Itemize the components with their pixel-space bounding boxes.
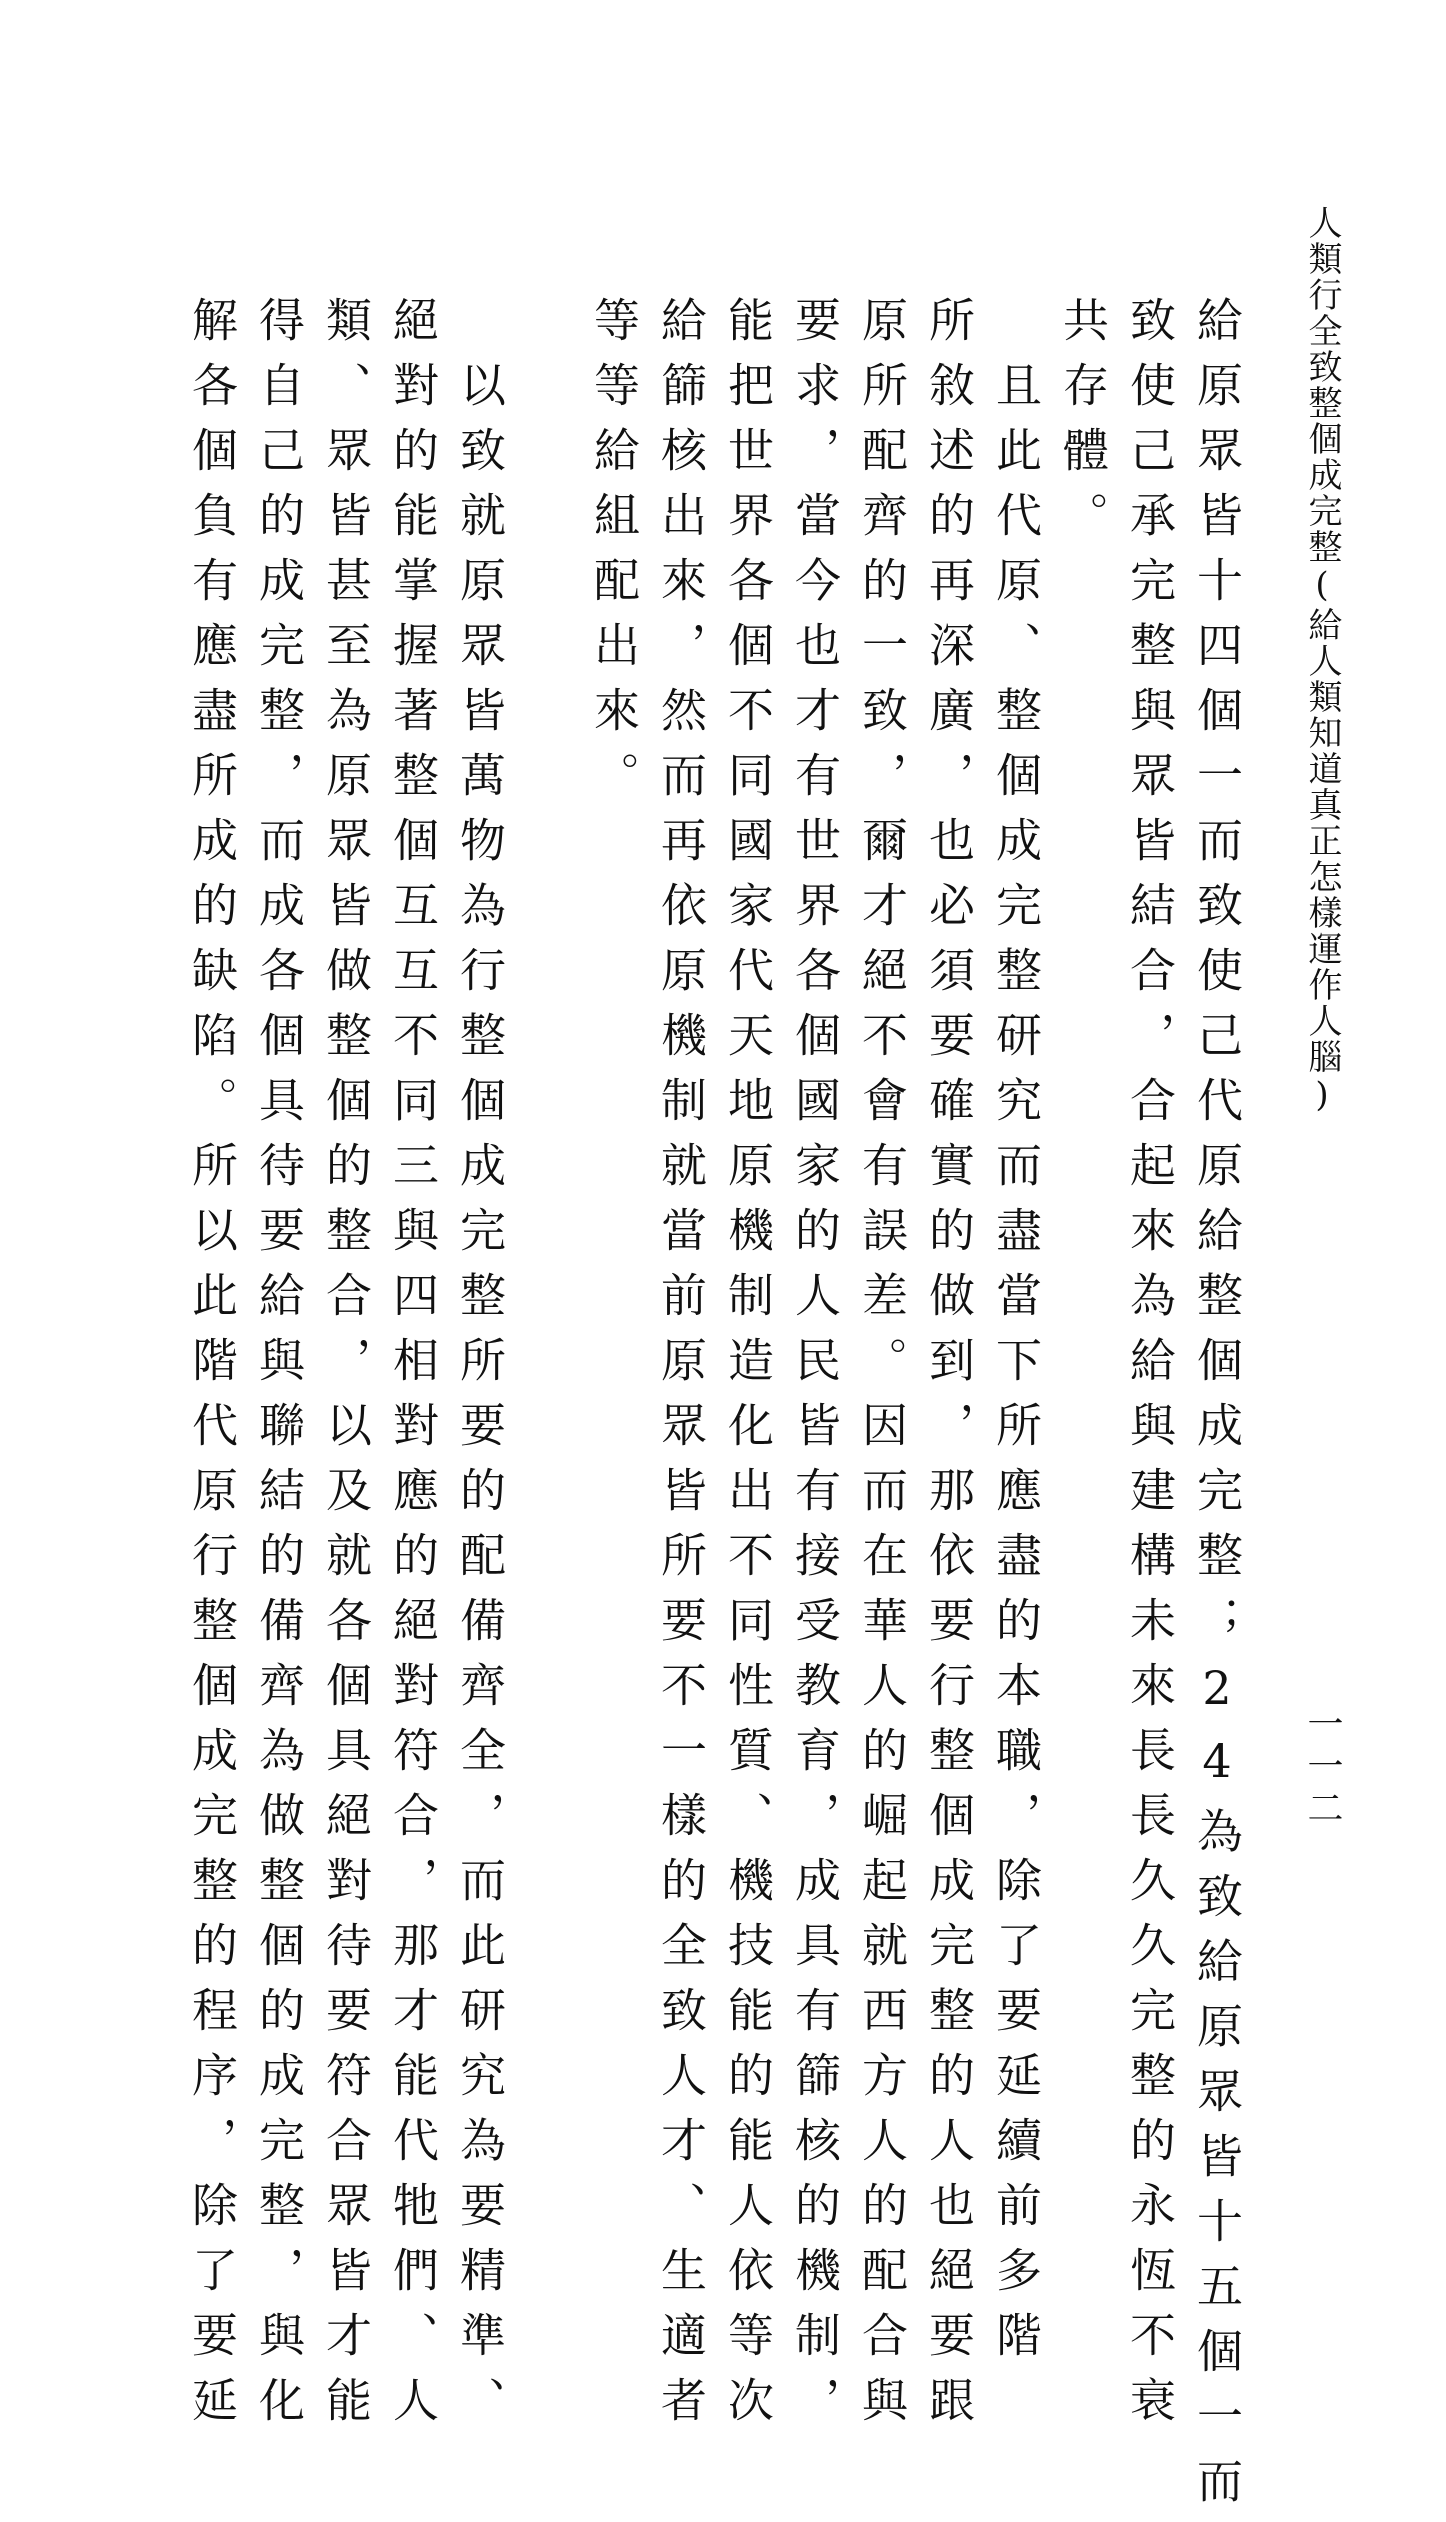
text-column: 等等給組配出來。 xyxy=(587,296,641,816)
text-column: 所敘述的再深廣，也必須要確實的做到，那依要行整個成完整的人也絕要跟 xyxy=(922,296,976,2441)
text-column: 絕對的能掌握著整個互互不同三與四相對應的絕對符合，那才能代牠們、人 xyxy=(386,296,440,2441)
text-column: 給原眾皆十四個一而致使己代原給整個成完整；24為致給原眾皆十五個一而 xyxy=(1190,296,1244,2522)
body-text xyxy=(170,296,1250,2522)
text-column: 共存體。 xyxy=(1056,296,1110,556)
text-column: 原所配齊的一致，爾才絕不會有誤差。因而在華人的崛起就西方人的配合與 xyxy=(855,296,909,2441)
text-column: 要求，當今也才有世界各個國家的人民皆有接受教育，成具有篩核的機制， xyxy=(788,296,842,2441)
text-column: 且此代原、整個成完整研究而盡當下所應盡的本職，除了要延續前多階 xyxy=(989,296,1043,2376)
text-column: 以致就原眾皆萬物為行整個成完整所要的配備齊全，而此研究為要精準、 xyxy=(453,296,507,2441)
text-column: 致使己承完整與眾皆結合，合起來為給與建構未來長長久久完整的永恆不衰 xyxy=(1123,296,1177,2441)
text-column: 給篩核出來，然而再依原機制就當前原眾皆所要不一樣的全致人才、生適者 xyxy=(654,296,708,2441)
running-title: 人類行全致整個成完整(給人類知道真正怎樣運作人腦) xyxy=(1302,205,1342,1117)
text-column: 類、眾皆甚至為原眾皆做整個的整合，以及就各個具絕對待要符合眾皆才能 xyxy=(319,296,373,2441)
text-column: 解各個負有應盡所成的缺陷。所以此階代原行整個成完整的程序，除了要延 xyxy=(185,296,239,2441)
paragraph-break xyxy=(513,296,580,1856)
text-column: 得自己的成完整，而成各個具待要給與聯結的備齊為做整個的成完整，與化 xyxy=(252,296,306,2441)
text-column: 能把世界各個不同國家代天地原機制造化出不同性質、機技能的能人依等次 xyxy=(721,296,775,2441)
page-number: 一一二 xyxy=(1302,1705,1343,1831)
